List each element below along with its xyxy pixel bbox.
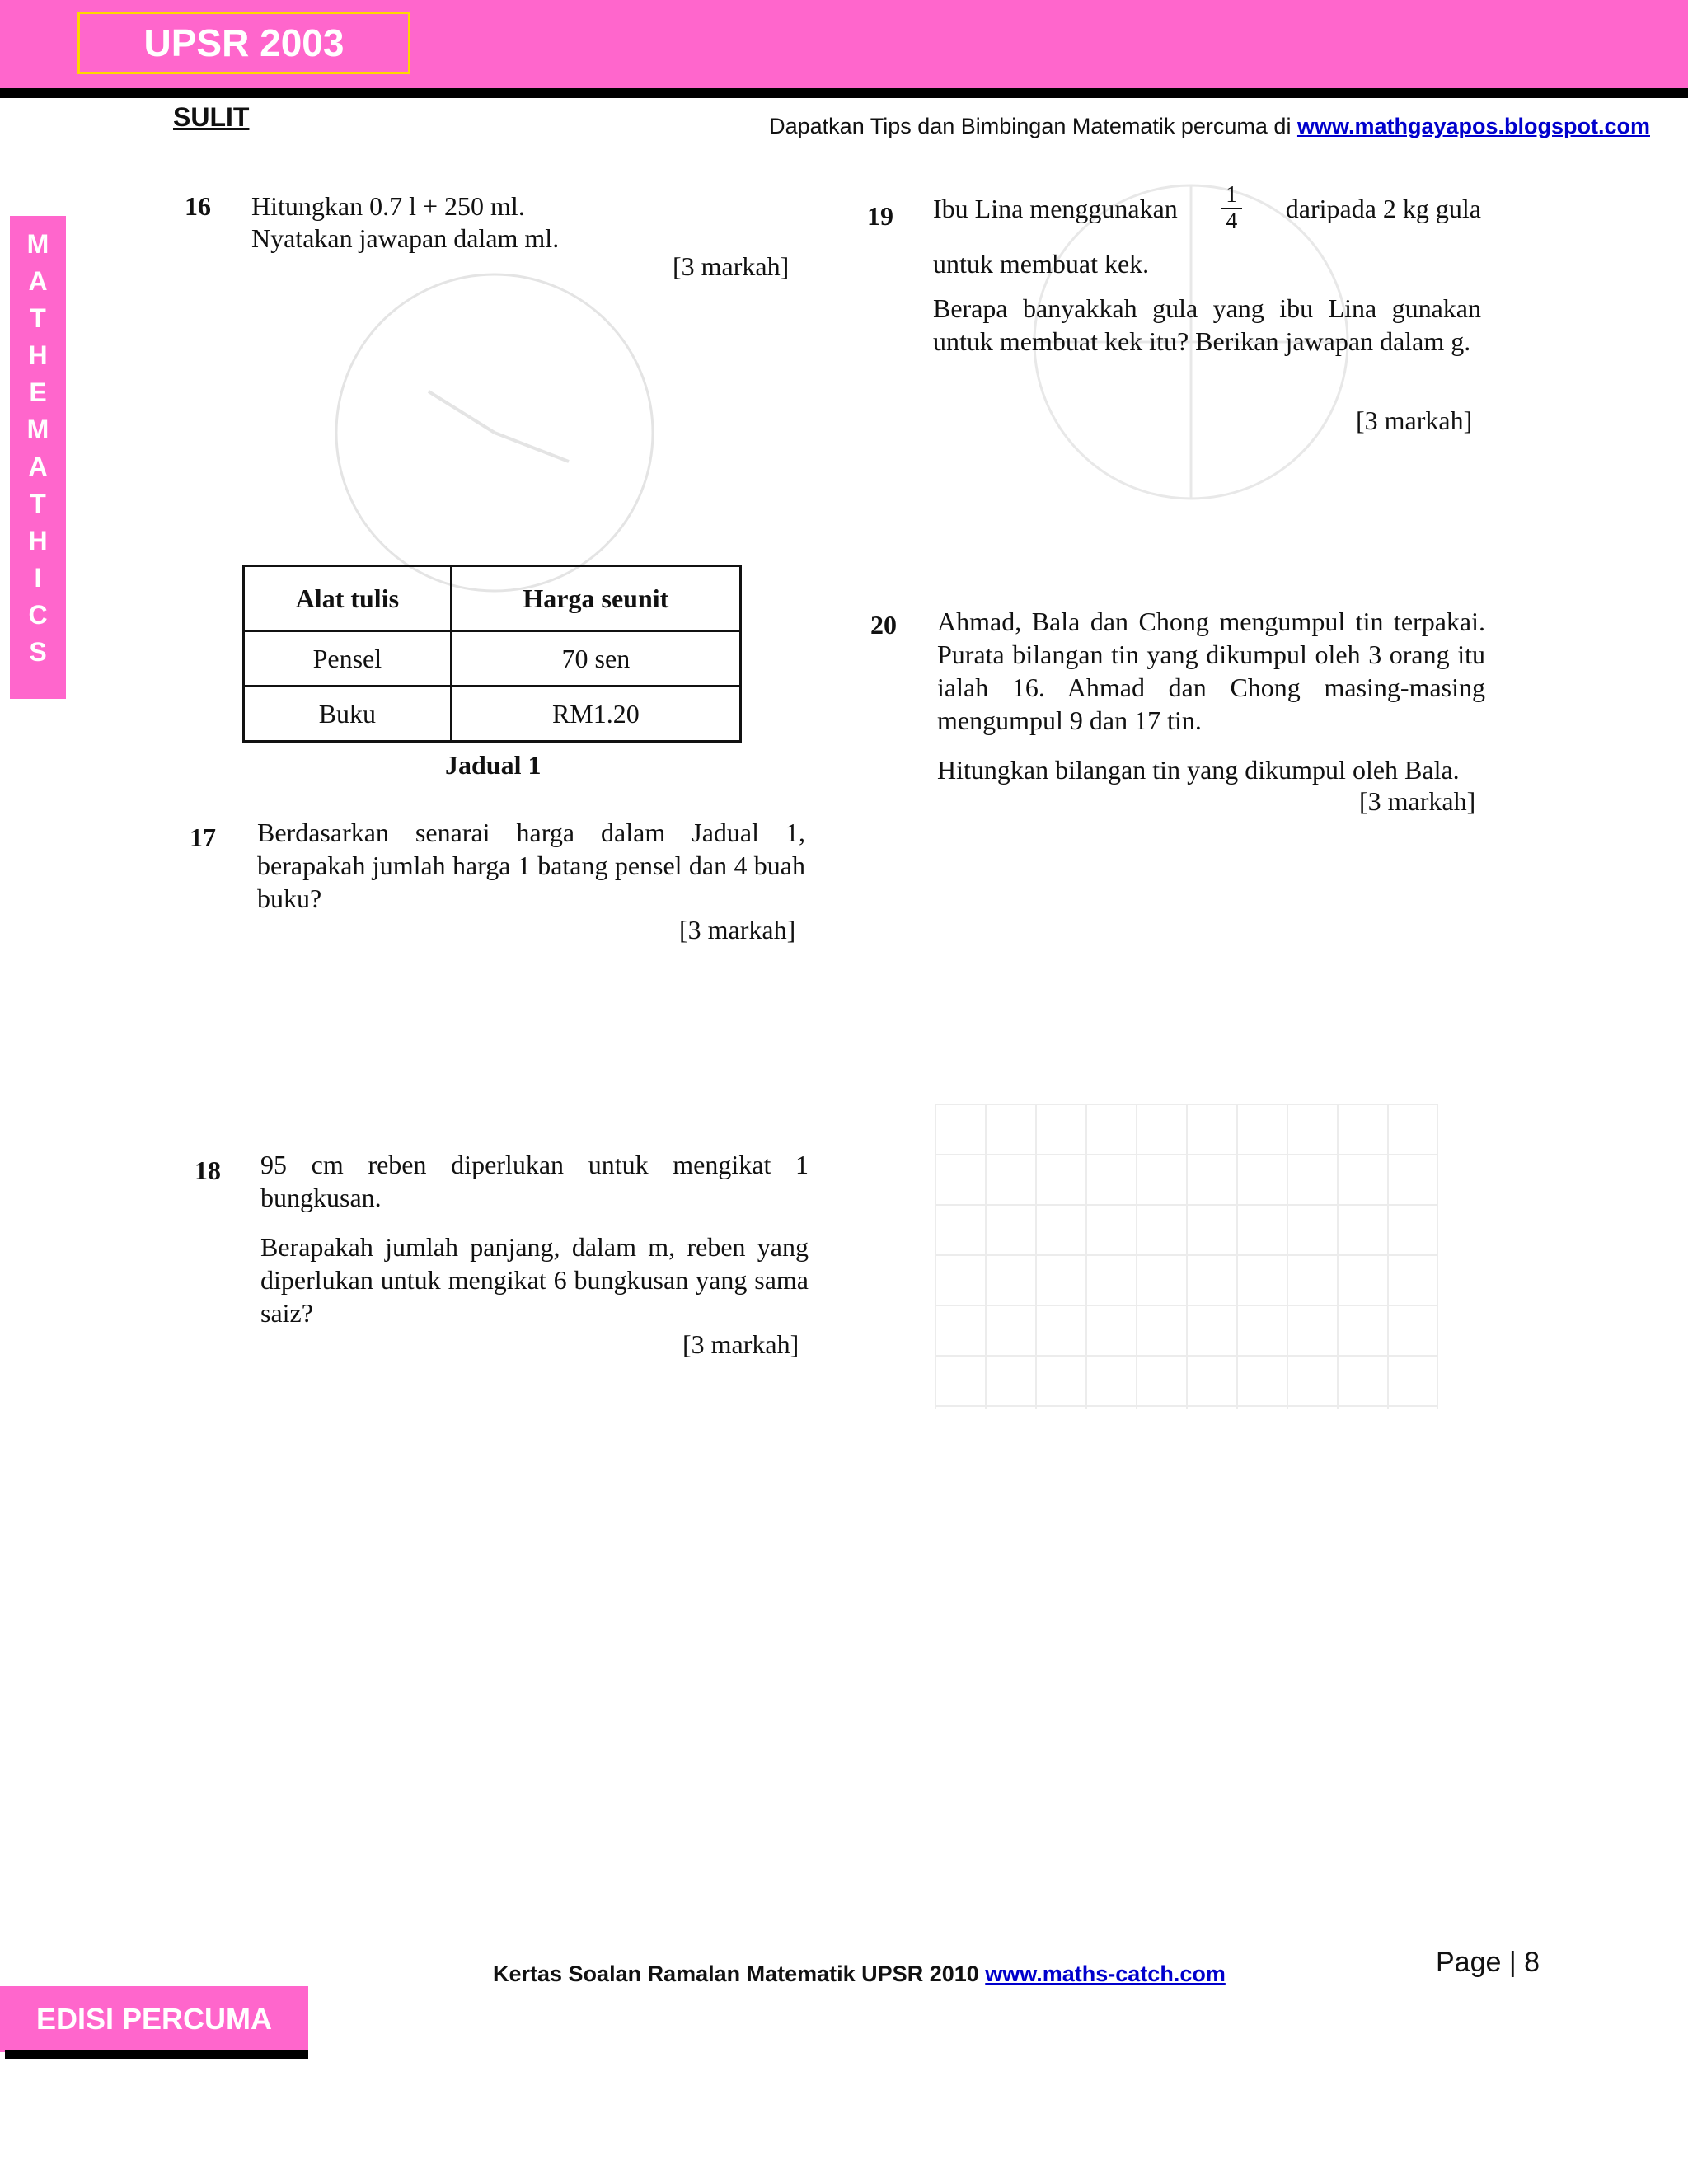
tips-line [769, 114, 1650, 139]
question-number: 17 [190, 823, 216, 852]
sidebar-letter: H [28, 526, 48, 555]
table-row [244, 631, 741, 687]
question-20-text2: Hitungkan bilangan tin yang dikumpul oleh Bala. [937, 755, 1460, 785]
question-number: 16 [185, 191, 211, 221]
question-19-line2: untuk membuat kek. [933, 249, 1150, 279]
question-17-text: Berdasarkan senarai harga dalam Jadual 1, berapakah jumlah harga 1 batang pensel dan 4 buah buku? [257, 818, 805, 913]
question-16-line1: Hitungkan 0.7 l + 250 ml. [251, 191, 525, 221]
footer-line [493, 1961, 1226, 1987]
edition-badge: EDISI PERCUMA [0, 1986, 308, 2052]
tips-text: Dapatkan Tips dan Bimbingan Matematik percuma di [769, 114, 1297, 138]
question-18-text1: 95 cm reben diperlukan untuk mengikat 1 bungkusan. [260, 1150, 809, 1212]
question-number: 19 [867, 201, 893, 231]
marks-label: [3 markah] [1356, 405, 1473, 435]
sidebar-letter: I [34, 563, 42, 593]
question-18-text2: Berapakah jumlah panjang, dalam m, reben yang diperlukan untuk mengikat 6 bungkusan yang sama saiz? [260, 1232, 809, 1328]
table-caption: Jadual 1 [445, 750, 542, 780]
sidebar-letter: M [26, 415, 49, 444]
page-number: Page | 8 [1436, 1947, 1540, 1978]
bleed-through-grid [935, 1104, 1438, 1409]
sidebar-letter: C [28, 600, 48, 630]
marks-label: [3 markah] [673, 251, 790, 281]
sidebar-letter: S [29, 637, 47, 667]
sidebar-letter: T [30, 303, 46, 333]
header-rule [0, 88, 1688, 98]
sidebar-letter: T [30, 489, 46, 518]
question-16-line2: Nyatakan jawapan dalam ml. [251, 223, 560, 253]
exam-badge: UPSR 2003 [77, 12, 410, 74]
bleed-through-clock [330, 268, 659, 598]
table-cell: RM1.20 [451, 687, 740, 742]
table-header: Alat tulis [244, 566, 452, 631]
question-19-line1 [933, 183, 1481, 234]
sulit-label: SULIT [173, 102, 250, 132]
marks-label: [3 markah] [1359, 786, 1476, 816]
footer-link[interactable]: www.maths-catch.com [985, 1961, 1226, 1986]
sidebar-letter: H [28, 340, 48, 370]
marks-label: [3 markah] [679, 915, 796, 944]
fraction-denominator: 4 [1226, 209, 1238, 234]
footer-text: Kertas Soalan Ramalan Matematik UPSR 2010 [493, 1961, 986, 1986]
fraction-one-quarter [1221, 183, 1242, 234]
sidebar-letter: A [28, 452, 48, 481]
sidebar-letter: A [28, 266, 48, 296]
table-row [244, 687, 741, 742]
table-header: Harga seunit [451, 566, 740, 631]
table-cell: 70 sen [451, 631, 740, 687]
question-19-text2: Berapa banyakkah gula yang ibu Lina gunakan untuk membuat kek itu? Berikan jawapan dalam g. [933, 293, 1481, 356]
question-number: 18 [195, 1155, 221, 1185]
question-number: 20 [870, 610, 897, 640]
footer-rule [5, 2050, 308, 2059]
marks-label: [3 markah] [682, 1329, 799, 1359]
table-cell: Buku [244, 687, 452, 742]
question-19-text-after: daripada 2 kg gula [1285, 194, 1481, 223]
table-cell: Pensel [244, 631, 452, 687]
sidebar-letter: M [26, 229, 49, 259]
sidebar-letter: E [29, 377, 47, 407]
question-20-text1: Ahmad, Bala dan Chong mengumpul tin terpakai. Purata bilangan tin yang dikumpul oleh 3 orang itu ialah 16. Ahmad dan Chong masing-masing mengumpul 9 dan 17 tin. [937, 607, 1485, 735]
sidebar-mathematics [10, 216, 66, 699]
fraction-numerator: 1 [1226, 182, 1238, 208]
question-19-text-before: Ibu Lina menggunakan [933, 194, 1178, 223]
tips-link[interactable]: www.mathgayapos.blogspot.com [1296, 114, 1650, 138]
price-table [242, 565, 742, 743]
